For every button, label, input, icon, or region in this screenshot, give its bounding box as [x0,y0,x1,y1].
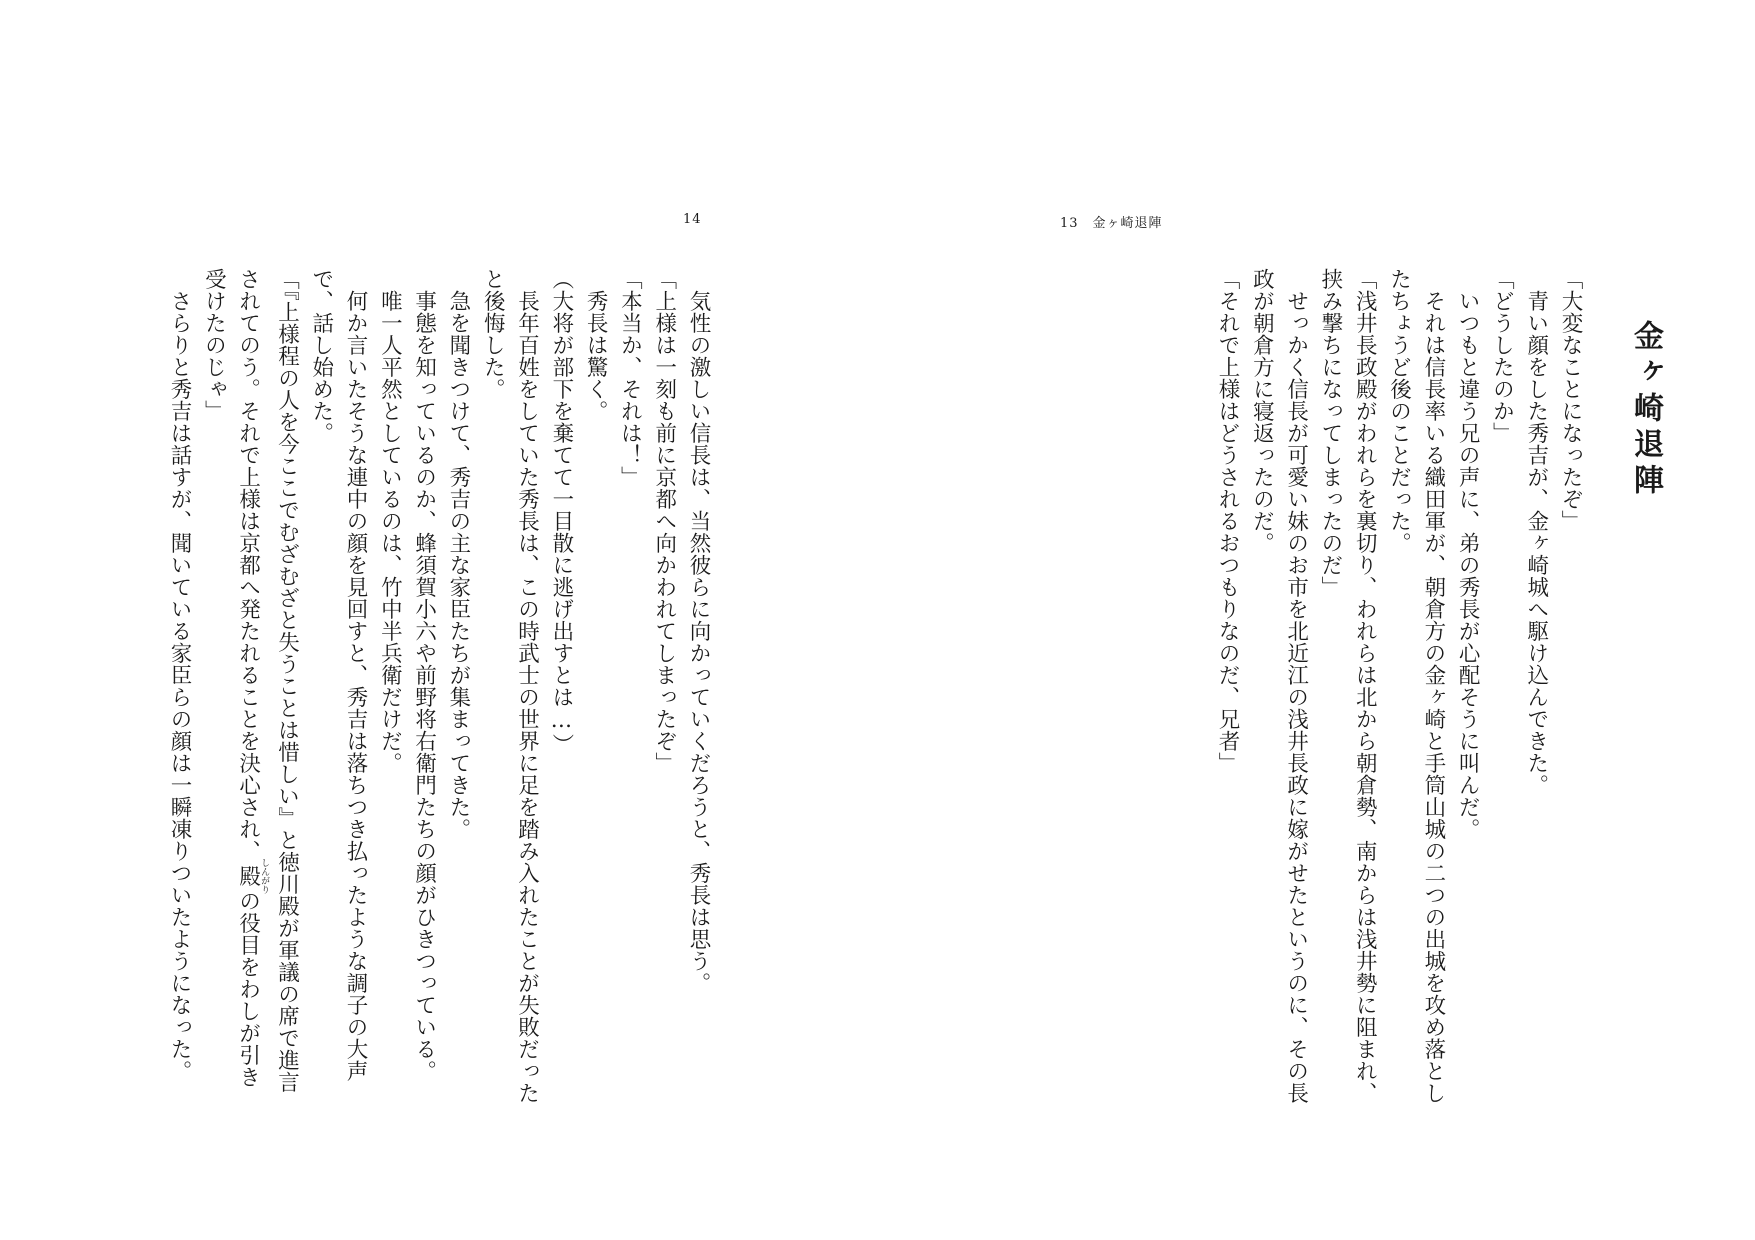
text-line: 政が朝倉方に寝返ったのだ。 [1249,268,1275,554]
running-head-right [1060,212,1163,231]
text-line: 唯一人平然としているのは、竹中半兵衛だけだ。 [377,289,403,774]
page-number-left: 14 [683,212,702,227]
text-line: で、話し始めた。 [308,268,334,444]
ruby-annotation: 殿しんがり [235,858,270,894]
text-line: 「それで上様はどうされるおつもりなのだ、兄者」 [1215,268,1241,774]
text-line: 何か言いたそうな連中の顔を見回すと、秀吉は落ちつき払ったような調子の大声 [343,289,369,1082]
text-line: 「上様は一刻も前に京都へ向かわれてしまったぞ」 [651,268,677,774]
text-line: 秀長は驚く。 [583,289,609,422]
text-line: 挟み撃ちになってしまったのだ」 [1317,268,1343,598]
text-line: 長年百姓をしていた秀長は、この時武士の世界に足を踏み入れたことが失敗だった [514,289,540,1104]
right-page-body [1210,268,1587,1104]
left-page [0,0,877,1240]
text-line: 「どうしたのか」 [1489,268,1515,444]
right-page [877,0,1755,1240]
text-line: （大将が部下を棄てて一目散に逃げ出すとは…） [548,268,574,756]
text-line: さらりと秀吉は話すが、聞いている家臣らの顔は一瞬凍りついたようになった。 [167,289,193,1082]
text-line: せっかく信長が可愛い妹のお市を北近江の浅井長政に嫁がせたというのに、その長 [1283,289,1309,1104]
text-line: 「本当か、それは！」 [617,268,643,488]
text-line: 事態を知っているのか、蜂須賀小六や前野将右衛門たちの顔がひきつっている。 [411,289,437,1082]
text-line: 「『上様程の人を今ここでむざむざと失うことは惜しい』と徳川殿が軍議の席で進言 [274,268,300,1094]
text-line: いつもと違う兄の声に、弟の秀長が心配そうに叫んだ。 [1455,289,1481,840]
chapter-title: 金ヶ崎退陣 [1628,320,1663,500]
text-line: 青い顔をした秀吉が、金ヶ崎城へ駆け込んできた。 [1523,289,1549,796]
text-line: 「大変なことになったぞ」 [1558,268,1583,532]
left-page-body [15,268,715,1104]
page-number-right: 13 [1060,216,1079,231]
text-line: たちょうど後のことだった。 [1386,268,1412,554]
running-head-chapter: 金ヶ崎退陣 [1092,216,1163,231]
text-line: 受けたのじゃ」 [201,268,227,422]
text-line: 「浅井長政殿がわれらを裏切り、われらは北から朝倉勢、南からは浅井勢に阻まれ、 [1352,268,1378,1104]
text-line: 気性の激しい信長は、当然彼らに向かっていくだろうと、秀長は思う。 [686,289,711,994]
text-line: されてのう。それで上様は京都へ発たれることを決心され、殿しんがりの役目をわしが引き [235,268,270,1088]
text-line: と後悔した。 [480,268,506,400]
text-line: 急を聞きつけて、秀吉の主な家臣たちが集まってきた。 [445,289,471,840]
text-line: それは信長率いる織田軍が、朝倉方の金ヶ崎と手筒山城の二つの出城を攻め落とし [1420,289,1446,1104]
